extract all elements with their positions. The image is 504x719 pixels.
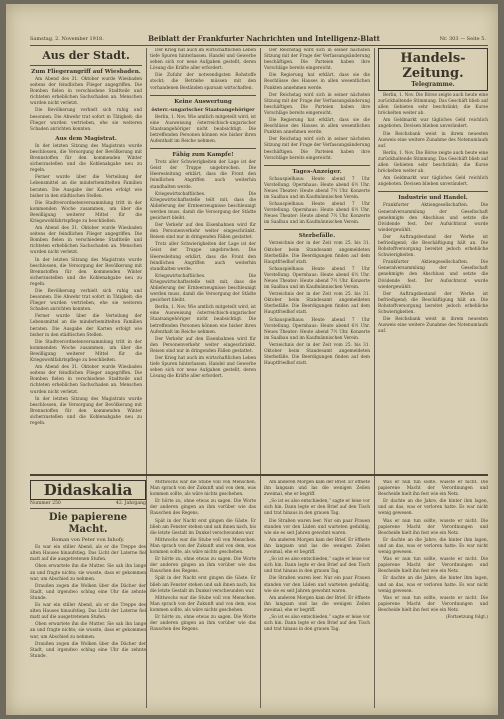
article-paragraph: Trotz aller Schwierigkeiten der Lage ist der Geist der Truppe ungebrochen. Die Heeresleitung erklärt, dass die Front den feindlichen Angriffen auch weiterhin standhalten werde. [150,242,256,272]
article-paragraph: Schauspielhaus: Heute abend 7 Uhr Vorstellung. Opernhaus: Heute abend 6½ Uhr. Neues Theater: Heute abend 7½ Uhr. Konzerte im Saalbau und im Kaufmännischen Verein. [264,317,370,341]
article-paragraph: Frankfurter Aktiengesellschaften. Die Generalversammlung der Gesellschaft genehmigte den Abschluss und setzte die Dividende fest. Der Aufsichtsrat wurde wiedergewählt. [378,203,488,233]
article-paragraph: Verzeichnis der in der Zeit vom 25. bis 31. Oktober beim Standesamt angemeldeten Sterbefälle. Die Beerdigungen finden auf dem Hauptfriedhof statt. [264,292,370,316]
article-paragraph: Verzeichnis der in der Zeit vom 25. bis 31. Oktober beim Standesamt angemeldeten Sterbefälle. Die Beerdigungen finden auf dem Hauptfriedhof statt. [264,241,370,265]
article-paragraph: Schauspielhaus: Heute abend 7 Uhr Vorstellung. Opernhaus: Heute abend 6½ Uhr. Neues Theater: Heute abend 7½ Uhr. Konzerte im Saalbau und im Kaufmännischen Verein. [264,266,370,291]
article-paragraph: In der letzten Sitzung des Magistrats wurde beschlossen, die Versorgung der Bevölkerung mit Brennstoffen für den kommenden Winter sicherzustellen und die Kohlenabgabe neu zu regeln. [30,396,142,426]
novel-paragraph: Er hörte zu, ohne etwas zu sagen. Die Worte der anderen gingen an ihm vorüber wie das Rauschen des Regens. [150,614,256,633]
article-paragraph: Die Stadtverordnetenversammlung tritt in der kommenden Woche zusammen, um über die Bewilligung weiterer Mittel für die Kriegswohlfahrtspflege zu beschließen. [30,339,142,364]
article-paragraph: Berlin, 1. Nov. Die Börse zeigte auch heute eine zurückhaltende Stimmung. Das Geschäft blieb auf allen Gebieten sehr beschränkt; die Kurse bröckelten weiter ab. [378,93,488,117]
masthead-title: Beiblatt der Frankfurter Nachrichten und Intelligenz-Blatt [148,34,380,43]
feuilleton-banner: Didaskalia [30,480,146,500]
novel-paragraph: Was er nun tun sollte, wusste er nicht. Die papierene Macht der Verordnungen und Bescheide hielt ihn fest wie ein Netz. [378,595,488,613]
novel-author: Roman von Peter von Inhofy. [51,537,125,544]
novel-paragraph: Er hörte zu, ohne etwas zu sagen. Die Worte der anderen gingen an ihm vorüber wie das Rauschen des Regens. [150,499,256,517]
novel-paragraph: Er dachte an die Jahre, die hinter ihm lagen, und an das, was er verloren hatte. Es war nicht wenig gewesen. [378,576,488,594]
column-commerce [378,48,488,472]
column-politics [150,48,256,472]
article-paragraph: Der Reichstag wird sich in seiner nächsten Sitzung mit der Frage der Verfassungsänderung beschäftigen. Die Parteien haben ihre Vorschläge bereits eingereicht. [264,48,370,72]
feuilleton-meta [30,500,146,509]
article-heading: Fähig zum Kampfe! [172,152,234,159]
novel-paragraph: Die Straßen waren leer. Nur ein paar Frauen standen vor den Läden und warteten geduldig, wie sie es seit Jahren gewohnt waren. [264,518,370,536]
article-paragraph: Die Reichsbank weist in ihrem neuesten Ausweis eine weitere Zunahme des Notenumlaufs auf. [378,317,488,335]
article-paragraph: Der Verkehr auf den Eisenbahnen wird für den Personenverkehr weiter eingeschränkt. Reisen sind nur in dringenden Fällen gestattet. [150,336,256,354]
feuilleton-section [30,480,146,712]
masthead [30,33,488,46]
column-rule [260,48,261,708]
feuilleton-column-2 [150,480,256,712]
novel-paragraph: Er dachte an die Jahre, die hinter ihm lagen, und an das, was er verloren hatte. Es war nicht wenig gewesen. [378,499,488,517]
article-paragraph: Am Geldmarkt war tägliches Geld reichlich angeboten. Devisen blieben unverändert. [378,118,488,130]
article-subheading: österr.-ungarischer Staatsangehöriger [151,106,255,113]
article-paragraph: Der Auftragsbestand der Werke ist befriedigend; die Beschäftigung hält an. Die Rohstoffversorgung bereitet jedoch erhebliche Schwierigkeiten. [378,234,488,259]
article-heading: Aus dem Magistrat. [55,135,117,142]
article-paragraph: Kriegswirtschaftliches. Die Kriegswirtschaftsstelle teilt mit, dass die Ablieferung der Ernteerzeugnisse beschleunigt werden muss, damit die Versorgung der Städte gesichert bleibt. [150,273,256,304]
article-paragraph: Die Reichsbank weist in ihrem neuesten Ausweis eine weitere Zunahme des Notenumlaufs auf. [378,131,488,149]
novel-paragraph: Draußen zogen die Wolken über die Dächer der Stadt, und irgendwo schlug eine Uhr die zehnte Stunde. [30,641,146,659]
article-paragraph: Frankfurter Aktiengesellschaften. Die Generalversammlung der Gesellschaft genehmigte den Abschluss und setzte die Dividende fest. Der Aufsichtsrat wurde wiedergewählt. [378,260,488,290]
novel-paragraph: Was er nun tun sollte, wusste er nicht. Die papierene Macht der Verordnungen und Bescheide hielt ihn fest wie ein Netz. [378,480,488,498]
feuilleton-separator [30,474,488,476]
novel-paragraph: Die Straßen waren leer. Nur ein paar Frauen standen vor den Läden und warteten geduldig, wie sie es seit Jahren gewohnt waren. [264,576,370,594]
article-paragraph: Kriegswirtschaftliches. Die Kriegswirtschaftsstelle teilt mit, dass die Ablieferung der Ernteerzeugnisse beschleunigt werden muss, damit die Versorgung der Städte gesichert bleibt. [150,191,256,221]
article-paragraph: In der letzten Sitzung des Magistrats wurde beschlossen, die Versorgung der Bevölkerung mit Brennstoffen für den kommenden Winter sicherzustellen und die Kohlenabgabe neu zu regeln. [30,257,142,287]
article-paragraph: Verzeichnis der in der Zeit vom 25. bis 31. Oktober beim Standesamt angemeldeten Sterbefälle. Die Beerdigungen finden auf dem Hauptfriedhof statt. [264,342,370,367]
novel-paragraph: Oben erwartete ihn die Mutter. Sie sah ihn lange an und fragte nichts; sie wusste, dass er gekommen war, um Abschied zu nehmen. [30,564,146,582]
issue-date: Samstag, 2. November 1918. [30,36,104,42]
article-paragraph: Die Regierung hat erklärt, dass sie die Beschlüsse des Hauses in allen wesentlichen Punkten annehmen werde. [264,118,370,136]
novel-title: Die papierene Macht. [48,512,128,536]
novel-paragraph: Es war ein stiller Abend, als er die Treppe des alten Hauses hinaufstieg. Das Licht der Laterne fiel matt auf die ausgetretenen Stufen. [30,545,146,563]
novel-paragraph: Am anderen Morgen kam der Brief. Er öffnete ihn langsam und las die wenigen Zeilen zweimal, ehe er begriff. [264,480,370,498]
column-local-news [30,48,142,472]
article-paragraph: Am Abend des 31. Oktober wurde Wiesbaden seitens der feindlichen Flieger angegriffen. Die Bomben fielen in verschiedene Stadtteile und richteten erheblichen Sachschaden an. Menschen wurden nicht verletzt. [30,77,142,107]
article-paragraph: Berlin, 1. Nov. Wie amtlich mitgeteilt wird, ist eine Ausweisung österreichisch-ungarischer Staatsangehöriger nicht beabsichtigt. Die betreffenden Personen können wie bisher ihren Aufenthalt im Reiche nehmen. [150,305,256,335]
article-heading: Keine Auswertung [174,98,232,105]
novel-paragraph: „So ist es also entschieden,“ sagte er leise vor sich hin. Dann legte er den Brief auf den Tisch und trat hinaus in den grauen Tag. [264,614,370,633]
article-paragraph: Die Regierung hat erklärt, dass sie die Beschlüsse des Hauses in allen wesentlichen Punkten annehmen werde. [264,73,370,91]
feuilleton-number: Nummer 250 [30,501,61,506]
novel-paragraph: Spät in der Nacht erst gingen die Gäste. Er blieb am Fenster stehen und sah ihnen nach, bis die letzte Gestalt im Dunkel verschwunden war. [150,518,256,536]
novel-paragraph: Mittwochs war die Stube voll von Menschen. Man sprach von der Zukunft und von dem, was kommen sollte, als wäre nichts geschehen. [150,480,256,498]
article-heading: Tages-Anzeiger. [292,168,342,175]
article-heading: Sterbefälle. [298,233,336,240]
novel-paragraph: Spät in der Nacht erst gingen die Gäste. Er blieb am Fenster stehen und sah ihnen nach, bis die letzte Gestalt im Dunkel verschwunden war. [150,576,256,594]
column-reichstag [264,48,370,472]
novel-paragraph: Was er nun tun sollte, wusste er nicht. Die papierene Macht der Verordnungen und Bescheide hielt ihn fest wie ein Netz. [378,518,488,536]
novel-paragraph: Oben erwartete ihn die Mutter. Sie sah ihn lange an und fragte nichts; sie wusste, dass er gekommen war, um Abschied zu nehmen. [30,622,146,640]
novel-paragraph: Er hörte zu, ohne etwas zu sagen. Die Worte der anderen gingen an ihm vorüber wie das Rauschen des Regens. [150,557,256,575]
article-paragraph: Die Zufuhr der notwendigsten Rohstoffe stockt; die Betriebe müssen mit den vorhandenen Beständen sparsam wirtschaften. [150,73,256,91]
article-paragraph: Trotz aller Schwierigkeiten der Lage ist der Geist der Truppe ungebrochen. Die Heeresleitung erklärt, dass die Front den feindlichen Angriffen auch weiterhin standhalten werde. [150,160,256,190]
article-paragraph: In der letzten Sitzung des Magistrats wurde beschlossen, die Versorgung der Bevölkerung mit Brennstoffen für den kommenden Winter sicherzustellen und die Kohlenabgabe neu zu regeln. [30,143,142,174]
article-paragraph: Die Bevölkerung verhielt sich ruhig und besonnen. Die Abwehr trat sofort in Tätigkeit; die Flieger wurden vertrieben, ehe sie weiteren Schaden anrichten konnten. [30,108,142,132]
article-heading: Zum Fliegerangriff auf Wiesbaden. [31,69,141,75]
article-paragraph: Am Geldmarkt war tägliches Geld reichlich angeboten. Devisen blieben unverändert. [378,176,488,188]
feuilleton-column-4 [378,480,488,712]
novel-paragraph: Mittwochs war die Stube voll von Menschen. Man sprach von der Zukunft und von dem, was kommen sollte, als wäre nichts geschehen. [150,595,256,613]
continuation-note: (Fortsetzung folgt.) [445,614,488,620]
article-paragraph: Die Bevölkerung verhielt sich ruhig und besonnen. Die Abwehr trat sofort in Tätigkeit; die Flieger wurden vertrieben, ehe sie weiteren Schaden anrichten konnten. [30,289,142,313]
issue-number: Nr. 303 — Seite 5. [439,36,486,42]
article-paragraph: Die Stadtverordnetenversammlung tritt in der kommenden Woche zusammen, um über die Bewilligung weiterer Mittel für die Kriegswohlfahrtspflege zu beschließen. [30,200,142,224]
article-paragraph: Der Reichstag wird sich in seiner nächsten Sitzung mit der Frage der Verfassungsänderung beschäftigen. Die Parteien haben ihre Vorschläge bereits eingereicht. [264,92,370,116]
newspaper-page [6,4,498,715]
column-rule [374,48,375,708]
section-heading: Handels-Zeitung. [400,51,466,81]
novel-paragraph: Am anderen Morgen kam der Brief. Er öffnete ihn langsam und las die wenigen Zeilen zweimal, ehe er begriff. [264,595,370,613]
section-heading: Aus der Stadt. [42,49,130,62]
novel-paragraph: Es war ein stiller Abend, als er die Treppe des alten Hauses hinaufstieg. Das Licht der Laterne fiel matt auf die ausgetretenen Stufen. [30,603,146,621]
article-paragraph: Der Krieg hat auch im wirtschaftlichen Leben tiefe Spuren hinterlassen. Handel und Gewerbe sehen sich vor neue Aufgaben gestellt, deren Lösung die Kräfte aller erfordert. [150,48,256,72]
article-paragraph: Schauspielhaus: Heute abend 7 Uhr Vorstellung. Opernhaus: Heute abend 6½ Uhr. Neues Theater: Heute abend 7½ Uhr. Konzerte im Saalbau und im Kaufmännischen Verein. [264,176,370,200]
article-paragraph: Der Krieg hat auch im wirtschaftlichen Leben tiefe Spuren hinterlassen. Handel und Gewerbe sehen sich vor neue Aufgaben gestellt, deren Lösung die Kräfte aller erfordert. [150,356,256,380]
article-paragraph: Der Reichstag wird sich in seiner nächsten Sitzung mit der Frage der Verfassungsänderung beschäftigen. Die Parteien haben ihre Vorschläge bereits eingereicht. [264,137,370,161]
article-paragraph: Der Verkehr auf den Eisenbahnen wird für den Personenverkehr weiter eingeschränkt. Reisen sind nur in dringenden Fällen gestattet. [150,223,256,241]
article-paragraph: Berlin, 1. Nov. Wie amtlich mitgeteilt wird, ist eine Ausweisung österreichisch-ungarischer Staatsangehöriger nicht beabsichtigt. Die betreffenden Personen können wie bisher ihren Aufenthalt im Reiche nehmen. [150,114,256,145]
article-paragraph: Der Auftragsbestand der Werke ist befriedigend; die Beschäftigung hält an. Die Rohstoffversorgung bereitet jedoch erhebliche Schwierigkeiten. [378,291,488,315]
novel-paragraph: Am anderen Morgen kam der Brief. Er öffnete ihn langsam und las die wenigen Zeilen zweimal, ehe er begriff. [264,537,370,556]
novel-paragraph: Er dachte an die Jahre, die hinter ihm lagen, und an das, was er verloren hatte. Es war nicht wenig gewesen. [378,537,488,556]
article-paragraph: Schauspielhaus: Heute abend 7 Uhr Vorstellung. Opernhaus: Heute abend 6½ Uhr. Neues Theater: Heute abend 7½ Uhr. Konzerte im Saalbau und im Kaufmännischen Verein. [264,202,370,226]
article-paragraph: Berlin, 1. Nov. Die Börse zeigte auch heute eine zurückhaltende Stimmung. Das Geschäft blieb auf allen Gebieten sehr beschränkt; die Kurse bröckelten weiter ab. [378,150,488,175]
novel-paragraph: „So ist es also entschieden,“ sagte er leise vor sich hin. Dann legte er den Brief auf den Tisch und trat hinaus in den grauen Tag. [264,499,370,517]
article-paragraph: Am Abend des 31. Oktober wurde Wiesbaden seitens der feindlichen Flieger angegriffen. Die Bomben fielen in verschiedene Stadtteile und richteten erheblichen Sachschaden an. Menschen wurden nicht verletzt. [30,365,142,395]
section-subheading: Telegramme. [411,81,455,88]
novel-paragraph: Mittwochs war die Stube voll von Menschen. Man sprach von der Zukunft und von dem, was kommen sollte, als wäre nichts geschehen. [150,537,256,556]
novel-paragraph: Draußen zogen die Wolken über die Dächer der Stadt, und irgendwo schlug eine Uhr die zehnte Stunde. [30,583,146,601]
article-heading: Industrie und Handel. [398,195,468,202]
article-paragraph: Ferner wurde über die Verteilung der Lebensmittel an die minderbemittelten Familien beraten. Die Ausgabe der Karten erfolgt wie bisher in den städtischen Stellen. [30,175,142,199]
article-paragraph: Am Abend des 31. Oktober wurde Wiesbaden seitens der feindlichen Flieger angegriffen. Die Bomben fielen in verschiedene Stadtteile und richteten erheblichen Sachschaden an. Menschen wurden nicht verletzt. [30,226,142,256]
novel-paragraph: Was er nun tun sollte, wusste er nicht. Die papierene Macht der Verordnungen und Bescheide hielt ihn fest wie ein Netz. [378,557,488,575]
feuilleton-column-3 [264,480,370,712]
article-paragraph: Ferner wurde über die Verteilung der Lebensmittel an die minderbemittelten Familien beraten. Die Ausgabe der Karten erfolgt wie bisher in den städtischen Stellen. [30,314,142,338]
commerce-section-header [378,48,488,91]
feuilleton-year: 42. Jahrgang [115,501,146,506]
column-rule [146,48,147,708]
novel-paragraph: „So ist es also entschieden,“ sagte er leise vor sich hin. Dann legte er den Brief auf den Tisch und trat hinaus in den grauen Tag. [264,557,370,575]
